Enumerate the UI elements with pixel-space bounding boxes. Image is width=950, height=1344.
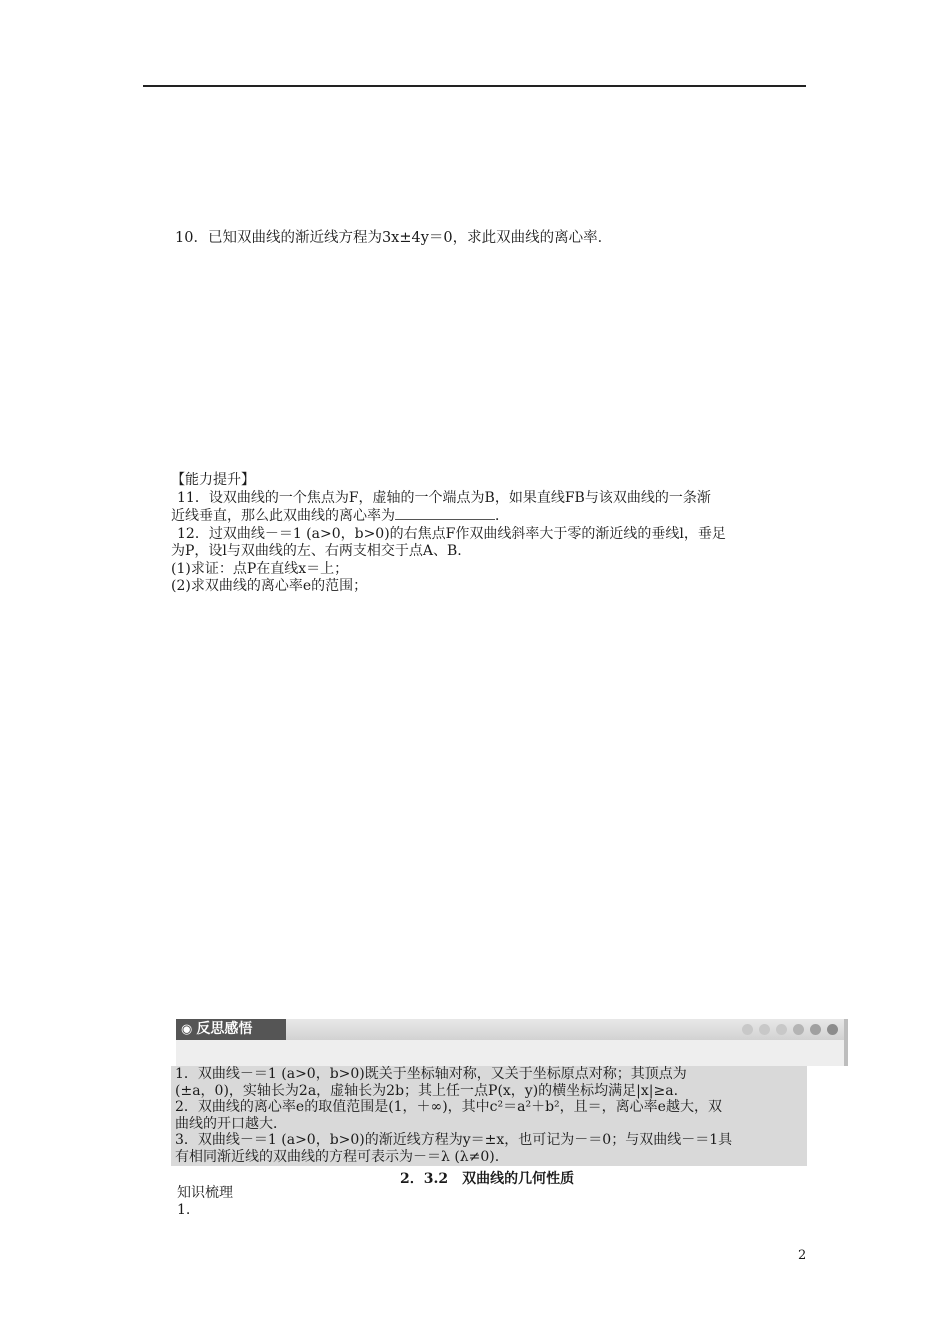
question-12-line-2: 为P，设l与双曲线的左、右两支相交于点A、B.	[171, 543, 462, 559]
question-12-part-1: (1)求证：点P在直线x＝上；	[171, 560, 349, 577]
answer-blank	[395, 507, 495, 520]
reflection-line-6: 有相同渐近线的双曲线的方程可表示为－＝λ (λ≠0).	[175, 1148, 500, 1165]
decorative-dots	[742, 1024, 838, 1035]
reflection-line-2: (±a，0)，实轴长为2a，虚轴长为2b；其上任一点P(x，y)的横坐标均满足|x|≥a.	[175, 1082, 679, 1099]
ability-section	[171, 472, 811, 596]
knowledge-section	[177, 1185, 233, 1219]
question-12-part-2: (2)求双曲线的离心率e的范围；	[171, 578, 368, 594]
question-11-line-1: 11．设双曲线的一个焦点为F，虚轴的一个端点为B，如果直线FB与该双曲线的一条渐	[177, 489, 711, 506]
ability-heading: 【能力提升】	[171, 472, 255, 488]
dot-icon	[810, 1024, 821, 1035]
question-11-period: ．	[495, 508, 509, 524]
page-number: 2	[798, 1248, 807, 1263]
question-10: 10．已知双曲线的渐近线方程为3x±4y＝0，求此双曲线的离心率．	[175, 230, 613, 246]
reflection-banner-strip	[176, 1040, 848, 1066]
reflection-line-4: 曲线的开口越大．	[175, 1115, 287, 1132]
reflection-tab	[176, 1019, 286, 1040]
reflection-line-5: 3．双曲线－＝1 (a>0，b>0)的渐近线方程为y＝±x，也可记为－＝0；与双曲线－＝1具	[175, 1132, 733, 1148]
reflection-line-1: 1．双曲线－＝1 (a>0，b>0)既关于坐标轴对称，又关于坐标原点对称；其顶点为	[175, 1066, 687, 1082]
question-11-line-2	[171, 507, 811, 526]
dot-icon	[793, 1024, 804, 1035]
reflection-text	[175, 1066, 807, 1165]
dot-icon	[776, 1024, 787, 1035]
header-rule	[143, 85, 806, 87]
dot-icon	[742, 1024, 753, 1035]
knowledge-item-1: 1.	[177, 1202, 191, 1218]
reflection-banner-edge	[844, 1019, 848, 1066]
knowledge-heading: 知识梳理	[177, 1185, 233, 1201]
reflection-title: 反思感悟	[196, 1021, 253, 1037]
circle-dot-icon: ◉	[181, 1022, 193, 1037]
question-12-line-1: 12．过双曲线－＝1 (a>0，b>0)的右焦点F作双曲线斜率大于零的渐近线的垂线l，垂足	[177, 525, 726, 542]
section-title: 2．3.2 双曲线的几何性质	[400, 1171, 575, 1187]
dot-icon	[759, 1024, 770, 1035]
reflection-line-3: 2．双曲线的离心率e的取值范围是(1，＋∞)，其中c²＝a²＋b²，且＝，离心率e越大，双	[175, 1099, 722, 1115]
dot-icon	[827, 1024, 838, 1035]
question-11-text: 近线垂直，那么此双曲线的离心率为	[171, 508, 395, 524]
